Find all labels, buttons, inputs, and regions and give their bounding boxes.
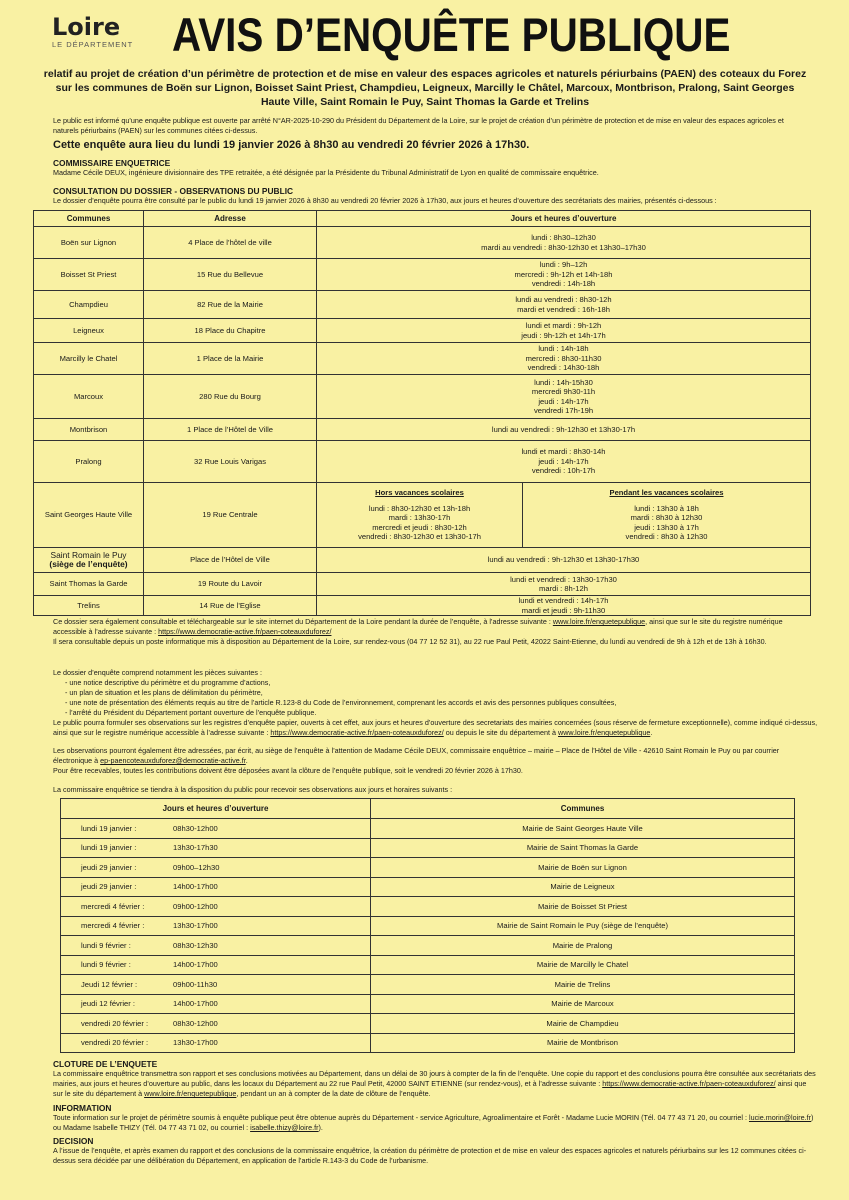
commune-cell — [34, 291, 144, 319]
cloture-section — [53, 1059, 818, 1099]
address-cell: 280 Rue du Bourg — [144, 375, 317, 419]
hours-line: jeudi : 9h-12h et 14h-17h — [521, 330, 606, 340]
schedule-cell — [61, 975, 371, 995]
commune-cell — [34, 441, 144, 483]
schedule-cell — [61, 897, 371, 917]
schedule-cell — [61, 916, 371, 936]
information-section — [53, 1103, 818, 1133]
hours-line: lundi : 8h30-12h30 et 13h-18h — [368, 503, 471, 513]
piece-item: - l’arrêté du Président du Département portant ouverture de l’enquête publique. — [65, 708, 317, 717]
schedule-cell — [61, 936, 371, 956]
commune-cell — [34, 573, 144, 596]
hours-line: vendredi : 14h30-18h — [527, 363, 600, 373]
table-row — [61, 994, 795, 1014]
commune-cell: Mairie de Boën sur Lignon — [371, 858, 795, 878]
commune-cell: Mairie de Marcoux — [371, 994, 795, 1014]
hours-line: mardi au vendredi : 8h30-12h30 et 13h30–17h30 — [481, 242, 646, 252]
address-cell: 19 Route du Lavoir — [144, 573, 317, 596]
commune-name: Leigneux — [73, 325, 104, 335]
observations-p1: Le public pourra formuler ses observations sur les registres d’enquête papier, ouverts à cet effet, aux jours et heures d’ouverture des secretariats des mairies concernées (sous réserve de fermeture exceptionnelle), comme indiqué ci-dessus, ainsi que sur le registre numérique accessible à l’adresse suivante : https://www.democratie-active.fr/paen-coteauxduforez/ ou depuis le site du département à www.loire.fr/enquetepublique. — [53, 718, 818, 737]
commune-cell: Mairie de Trelins — [371, 975, 795, 995]
hours-line: mercredi 9h30-11h — [531, 387, 596, 396]
commissaire-heading: COMMISSAIRE ENQUETRICE — [53, 158, 171, 168]
hours-cell — [317, 259, 811, 291]
table-row — [61, 1014, 795, 1034]
col-header-communes: Communes — [371, 799, 795, 819]
commune-name: Saint Thomas la Garde — [49, 579, 128, 589]
text: , ainsi que sur le site du registre numérique accessible à l’adresse suivante : — [53, 617, 783, 636]
hours-cell — [523, 483, 811, 548]
hours-line: mercredi : 9h-12h et 14h-18h — [514, 269, 613, 279]
commune-cell — [34, 375, 144, 419]
time: 13h30-17h00 — [173, 1038, 218, 1047]
hours-line: lundi : 14h-18h — [538, 344, 589, 354]
hours-cell — [317, 319, 811, 343]
commune-note: (siège de l’enquête) — [49, 559, 128, 569]
table-row — [34, 343, 811, 375]
commune-cell — [34, 319, 144, 343]
table-row — [61, 955, 795, 975]
cloture-heading: CLOTURE DE L’ENQUETE — [53, 1059, 158, 1069]
hours-line: vendredi : 10h-17h — [531, 466, 596, 476]
hours-line: vendredi 17h-19h — [533, 406, 594, 415]
commissaire-section — [53, 158, 813, 178]
commune-cell — [34, 343, 144, 375]
observations-p2: Les observations pourront également être adressées, par écrit, au siège de l’enquête à l’attention de Madame Cécile DEUX, commissaire enquêtrice – mairie – Place de l’Hôtel de Ville - 42610 Saint Romain le Puy ou par courrier électronique à ep-paencoteauxduforez@democratie-active.fr. — [53, 746, 780, 765]
table-row — [34, 291, 811, 319]
day: mercredi 4 février : — [81, 901, 145, 911]
pieces-intro: Le dossier d’enquête comprend notamment les pièces suivantes : — [53, 668, 262, 677]
hours-line: lundi et mardi : 8h30-14h — [521, 447, 606, 457]
table-row — [61, 975, 795, 995]
commune-cell: Mairie de Boisset St Priest — [371, 897, 795, 917]
piece-item: - une notice descriptive du périmètre et du programme d’actions, — [65, 678, 271, 687]
day: jeudi 29 janvier : — [81, 882, 137, 891]
hours-line: mardi et jeudi : 9h-11h30 — [521, 605, 606, 615]
hours-period-title: Hors vacances scolaires — [375, 488, 464, 498]
address-cell: Place de l’Hôtel de Ville — [144, 548, 317, 573]
piece-item: - une note de présentation des éléments requis au titre de l’article R.123-8 du Code de l’environnement, comprenant les accords et avis des personnes publiques consultées, — [65, 698, 617, 707]
hours-line: lundi et vendredi : 13h30-17h30 — [510, 574, 617, 584]
address-cell: 32 Rue Louis Varigas — [144, 441, 317, 483]
address-cell: 82 Rue de la Mairie — [144, 291, 317, 319]
commune-cell — [34, 259, 144, 291]
table-row — [61, 936, 795, 956]
hours-cell — [317, 596, 811, 616]
pieces-section — [53, 668, 818, 795]
commune-cell: Mairie de Saint Romain le Puy (siège de l’enquête) — [371, 916, 795, 936]
commune-cell — [34, 227, 144, 259]
hours-cell — [317, 291, 811, 319]
time: 14h00-17h00 — [173, 999, 218, 1008]
day: lundi 19 janvier : — [81, 823, 137, 833]
hours-line: lundi et mardi : 9h-12h — [525, 321, 602, 330]
logo-word: Loire — [52, 13, 121, 41]
day: vendredi 20 février : — [81, 1018, 149, 1028]
online-section — [53, 617, 818, 647]
commissaire-text: Madame Cécile DEUX, ingénieure divisionnaire des TPE retraitée, a été désignée par la Présidente du Tribunal Administratif de Lyon en qualité de commissaire enquêtrice. — [53, 168, 599, 177]
commune-name: Marcoux — [73, 391, 104, 401]
table-row — [34, 227, 811, 259]
cloture-text: La commissaire enquêtrice transmettra son rapport et ses conclusions motivées au Département, dans un délai de 30 jours à compter de la fin de l’enquête. Une copie du rapport et des conclusions pourra être consultée aux secrétariats des mairies, aux jours et heures d’ouverture au public, dans les locaux du Département au 22 rue Paul Petit, 42000 SAINT ETIENNE (sur rendez-vous), et à l’adresse suivante : https://www.democratie-active.fr/paen-coteauxduforez/ ainsi que sur le site du département à www.loire.fr/enquetepublique, pendant un an à compter de la date de clôture de l’enquête. — [53, 1069, 816, 1098]
table-row — [34, 419, 811, 441]
commune-cell — [34, 548, 144, 573]
intro-text: Le public est informé qu’une enquête publique est ouverte par arrêté N°AR-2025-10-290 du Président du Département de la Loire, sur le projet de création d’un périmètre de protection et de mise en valeur des espaces agricoles et naturels périurbains (PAEN) sur les communes citées ci-dessus. — [53, 116, 784, 135]
consultation-text: Le dossier d’enquête pourra être consulté par le public du lundi 19 janvier 2026 à 8h30 au vendredi 20 février 2026 à 17h30, aux jours et heures d’ouverture des secrétariats des mairies, présentés ci-dessous : — [53, 196, 717, 205]
commune-cell — [34, 483, 144, 548]
decision-text: A l’issue de l’enquête, et après examen du rapport et des conclusions de la commissaire enquêtrice, la création du périmètre de protection et de mise en valeur des espaces agricoles et naturels périurbains sur les 12 communes citées ci-dessus sera décidée par une délibération du Département, en application de l’article R.143-3 du Code de l’urbanisme. — [53, 1146, 807, 1165]
hours-line: lundi et vendredi : 14h-17h — [518, 596, 609, 605]
table-row — [34, 375, 811, 419]
information-heading: INFORMATION — [53, 1103, 112, 1113]
schedule-cell — [61, 858, 371, 878]
democratie-active-link[interactable]: https://www.democratie-active.fr/paen-coteauxduforez/ — [602, 1079, 776, 1088]
hours-line: lundi au vendredi : 9h-12h30 et 13h30-17h — [491, 424, 636, 434]
enquete-dates: Cette enquête aura lieu du lundi 19 janvier 2026 à 8h30 au vendredi 20 février 2026 à 17h30. — [53, 139, 530, 151]
day: Jeudi 12 février : — [81, 979, 138, 989]
hours-line: jeudi : 14h-17h — [538, 396, 589, 406]
col-header-adresse: Adresse — [144, 211, 317, 227]
commune-cell: Mairie de Saint Thomas la Garde — [371, 838, 795, 858]
address-cell: 1 Place de la Mairie — [144, 343, 317, 375]
time: 08h30-12h00 — [173, 1018, 218, 1028]
day: lundi 9 février : — [81, 960, 131, 969]
hours-cell — [317, 375, 811, 419]
address-cell: 18 Place du Chapitre — [144, 319, 317, 343]
text: Ce dossier sera également consultable et téléchargeable sur le site internet du Département de la Loire pendant la durée de l’enquête, à l’adresse suivante : — [53, 617, 553, 626]
address-cell: 1 Place de l’Hôtel de Ville — [144, 419, 317, 441]
observations-p4: La commissaire enquêtrice se tiendra à la disposition du public pour recevoir ses observations aux jours et horaires suivants : — [53, 785, 453, 794]
schedule-cell — [61, 819, 371, 839]
hours-line: vendredi : 14h-18h — [531, 279, 596, 289]
consultation-section — [53, 186, 823, 206]
page-title: AVIS D’ENQUÊTE PUBLIQUE — [172, 8, 731, 61]
day: vendredi 20 février : — [81, 1038, 149, 1047]
day: mercredi 4 février : — [81, 921, 145, 930]
loire-link[interactable]: www.loire.fr/enquetepublique — [558, 728, 651, 737]
address-cell: 19 Rue Centrale — [144, 483, 317, 548]
subtitle: relatif au projet de création d’un périmètre de protection et de mise en valeur des espaces agricoles et naturels périurbains (PAEN) des coteaux du Forez sur les communes de Boën sur Lignon, Boisset Saint Priest, Champdieu, Leigneux, Marcilly le Châtel, Marcoux, Montbrison, Pralong, Saint Georges Haute Ville, Saint Romain le Puy, Saint Thomas la Garde et Trelins — [43, 68, 807, 108]
col-header-hours: Jours et heures d’ouverture — [317, 211, 811, 227]
table-row — [61, 838, 795, 858]
commune-cell: Mairie de Marcilly le Chatel — [371, 955, 795, 975]
loire-link[interactable]: www.loire.fr/enquetepublique — [144, 1089, 237, 1098]
time: 14h00-17h00 — [173, 882, 218, 891]
table-row — [34, 319, 811, 343]
commune-cell: Mairie de Champdieu — [371, 1014, 795, 1034]
democratie-active-link[interactable]: https://www.democratie-active.fr/paen-coteauxduforez/ — [270, 728, 444, 737]
hours-line: lundi : 13h30 à 18h — [634, 503, 699, 513]
hours-cell — [317, 573, 811, 596]
day: jeudi 29 janvier : — [81, 862, 137, 872]
hours-line: lundi au vendredi : 8h30-12h — [515, 295, 612, 304]
hours-cell — [317, 343, 811, 375]
commune-cell — [34, 596, 144, 616]
table-row — [34, 573, 811, 596]
commune-cell: Mairie de Leigneux — [371, 877, 795, 897]
hours-line: vendredi : 8h30-12h30 et 13h30-17h — [358, 532, 481, 542]
commune-name: Boisset St Priest — [60, 269, 117, 279]
online-p1 — [53, 617, 818, 637]
commune-name: Saint Romain le Puy — [50, 549, 127, 560]
schedule-cell — [61, 994, 371, 1014]
democratie-active-link[interactable]: https://www.democratie-active.fr/paen-coteauxduforez/ — [158, 627, 332, 636]
piece-item: - un plan de situation et les plans de délimitation du périmètre, — [65, 688, 263, 697]
decision-heading: DECISION — [53, 1136, 94, 1146]
table-row — [34, 259, 811, 291]
hours-line: lundi : 9h–12h — [539, 260, 588, 270]
address-cell: 4 Place de l’hôtel de ville — [144, 227, 317, 259]
time: 09h00-11h30 — [173, 979, 218, 989]
time: 09h00-12h00 — [173, 901, 218, 911]
time: 09h00–12h30 — [173, 862, 220, 872]
hours-cell — [317, 548, 811, 573]
commune-name: Boën sur Lignon — [60, 237, 117, 247]
day: lundi 9 février : — [81, 940, 131, 950]
commune-cell: Mairie de Pralong — [371, 936, 795, 956]
hours-cell — [317, 483, 523, 548]
hours-line: lundi au vendredi : 9h-12h30 et 13h30-17h30 — [487, 555, 640, 565]
table-row — [61, 897, 795, 917]
email-link[interactable]: lucie.morin@loire.fr — [748, 1113, 811, 1122]
time: 13h30-17h00 — [173, 921, 218, 930]
commune-name: Montbrison — [69, 424, 108, 434]
hours-line: jeudi : 13h30 à 17h — [634, 522, 699, 532]
table-row — [34, 441, 811, 483]
hours-line: jeudi : 14h-17h — [538, 456, 589, 466]
commune-name: Marcilly le Chatel — [59, 353, 118, 363]
permanences-table — [60, 798, 795, 1053]
observations-p3: Pour être recevables, toutes les contributions doivent être déposées avant la clôture de l’enquête publique, soit le vendredi 20 février 2026 à 17h30. — [53, 766, 523, 775]
commune-name: Champdieu — [69, 299, 108, 309]
table-row — [34, 548, 811, 573]
hours-line: mardi : 13h30-17h — [388, 513, 451, 523]
consultation-heading: CONSULTATION DU DOSSIER - OBSERVATIONS DU PUBLIC — [53, 186, 294, 196]
day: lundi 19 janvier : — [81, 843, 137, 852]
table-row — [61, 858, 795, 878]
time: 14h00-17h00 — [173, 960, 218, 969]
time: 13h30-17h30 — [173, 843, 218, 852]
hours-period-title: Pendant les vacances scolaires — [609, 488, 724, 498]
hours-line: lundi : 8h30–12h30 — [531, 233, 596, 242]
commune-name: Trelins — [77, 600, 100, 610]
address-cell: 15 Rue du Bellevue — [144, 259, 317, 291]
commune-name: Pralong — [75, 456, 102, 466]
address-cell: 14 Rue de l’Eglise — [144, 596, 317, 616]
commune-cell — [34, 419, 144, 441]
schedule-cell — [61, 877, 371, 897]
hours-line: mardi et vendredi : 16h-18h — [517, 304, 610, 314]
col-header-jours: Jours et heures d’ouverture — [61, 799, 371, 819]
col-header-communes: Communes — [34, 211, 144, 227]
commune-cell: Mairie de Montbrison — [371, 1033, 795, 1053]
commune-cell: Mairie de Saint Georges Haute Ville — [371, 819, 795, 839]
table-row — [34, 483, 811, 548]
hours-line: mercredi : 8h30-11h30 — [525, 353, 602, 363]
time: 08h30-12h00 — [173, 823, 218, 833]
hours-cell — [317, 419, 811, 441]
table-row — [34, 596, 811, 616]
time: 08h30-12h30 — [173, 940, 218, 950]
hours-line: lundi : 14h-15h30 — [534, 377, 593, 387]
hours-cell — [317, 227, 811, 259]
schedule-cell — [61, 955, 371, 975]
day: jeudi 12 février : — [81, 999, 136, 1008]
table-row — [61, 1033, 795, 1053]
online-p2: Il sera consultable depuis un poste informatique mis à disposition au Département de la Loire, sur rendez-vous (04 77 12 52 31), au 22 rue Paul Petit, 42022 Saint-Etienne, du lundi au vendredi de 9h à 12h et de 13h à 16h30. — [53, 637, 767, 646]
table-row — [61, 916, 795, 936]
hours-line: mardi : 8h-12h — [539, 584, 588, 593]
email-link[interactable]: ep-paencoteauxduforez@democratie-active.fr — [100, 756, 246, 765]
information-text: Toute information sur le projet de périmètre soumis à enquête publique peut être obtenue auprès du Département - service Agriculture, Agroalimentaire et Forêt - Madame Lucie MORIN (Tél. 04 77 43 71 20, ou courriel : lucie.morin@loire.fr) ou Madame Isabelle THIZY (Tél. 04 77 43 71 02, ou courriel : isabelle.thizy@loire.fr). — [53, 1113, 814, 1132]
decision-section — [53, 1136, 818, 1166]
logo-subtitle: LE DÉPARTEMENT — [52, 40, 134, 49]
schedule-cell — [61, 838, 371, 858]
loire-link[interactable]: www.loire.fr/enquetepublique — [552, 617, 646, 626]
loire-logo — [52, 14, 162, 49]
commune-name: Saint Georges Haute Ville — [44, 510, 133, 520]
email-link[interactable]: isabelle.thizy@loire.fr — [250, 1123, 319, 1132]
hours-cell — [317, 441, 811, 483]
schedule-cell — [61, 1033, 371, 1053]
table-row — [61, 877, 795, 897]
hours-line: vendredi : 8h30 à 12h30 — [625, 532, 708, 542]
schedule-cell — [61, 1014, 371, 1034]
mairies-hours-table — [33, 210, 811, 616]
table-row — [61, 819, 795, 839]
hours-line: mercredi et jeudi : 8h30-12h — [372, 522, 467, 532]
hours-line: mardi : 8h30 à 12h30 — [630, 513, 703, 523]
